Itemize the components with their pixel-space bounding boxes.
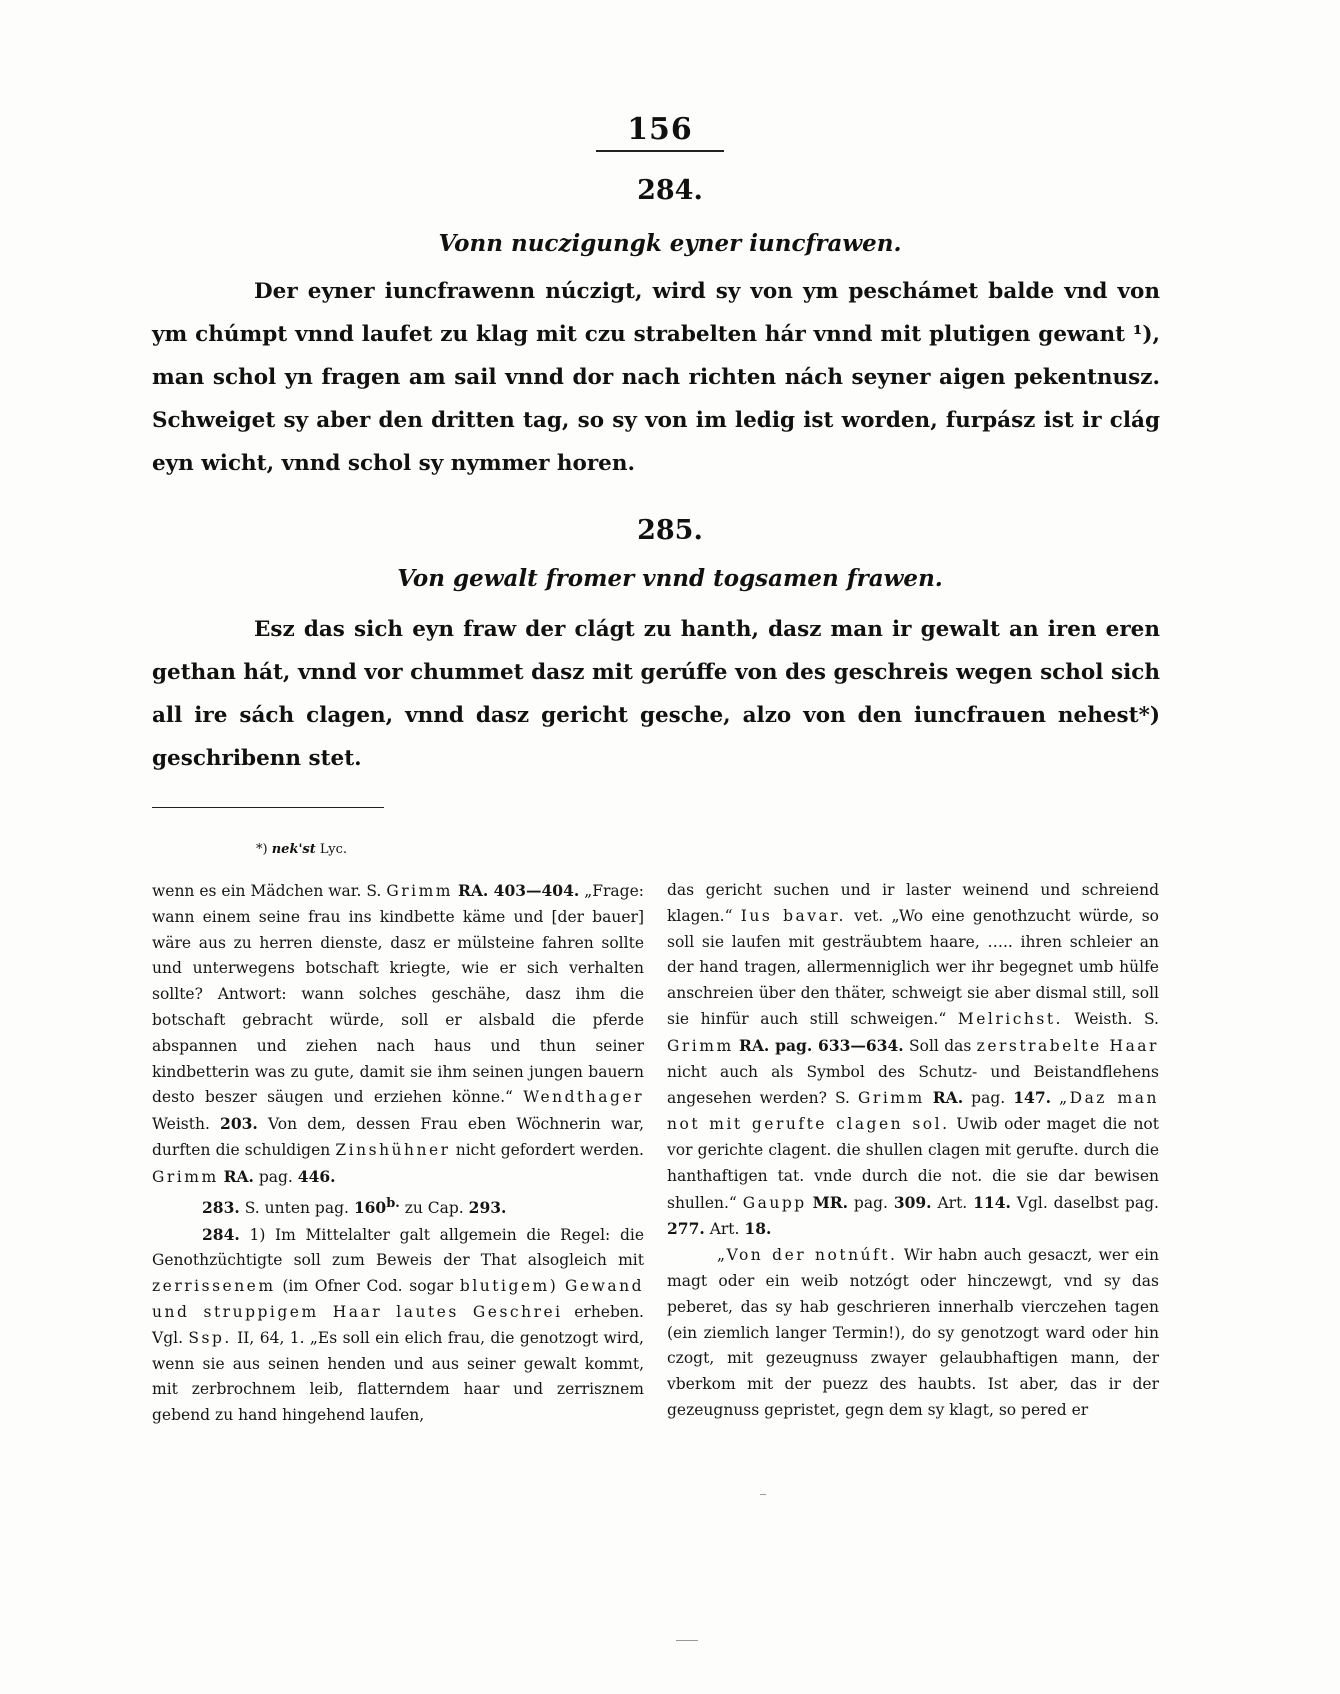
note-ref-author: Gaupp: [742, 1193, 807, 1212]
note-ref-author: Grimm: [667, 1036, 734, 1055]
note-text: Von dem, dessen Frau eben Wöchnerin war, durften die schuldigen: [152, 1115, 644, 1159]
note-number: 446.: [297, 1166, 336, 1186]
note-paragraph: [152, 1191, 644, 1222]
page-number-rule: [596, 150, 724, 152]
note-paragraph: [667, 878, 1159, 1243]
note-text: das gericht suchen und ir laster weinend und schreiend klagen.“: [667, 881, 1159, 925]
note-number: 203.: [220, 1114, 258, 1134]
footnote-star-marker: *): [256, 842, 268, 857]
note-text: vet. „Wo eine genothzucht würde, so soll sie laufen mit gesträubtem haare, ….. ihren schleier an der hand tragen, allermenniglich wer ihr begegnet umb hülfe anschreien über den thäter, schweigt sie aber dismal still, soll sie hinfür auch still schweigen.“: [667, 906, 1160, 1028]
note-spaced: Gewand und struppigem Haar lautes Geschrei: [152, 1277, 644, 1321]
footnote-star-italic: nek'st: [271, 842, 316, 857]
note-paragraph: [667, 1243, 1159, 1424]
note-number: 160: [353, 1197, 387, 1217]
page-number: 156: [627, 112, 693, 147]
section-number-284: 284.: [637, 175, 703, 206]
footnote-star: [256, 842, 347, 857]
note-spaced: Wendthager: [523, 1088, 644, 1107]
note-number: 147.: [1013, 1088, 1052, 1108]
note-superscript: b.: [386, 1195, 400, 1211]
note-text: (im Ofner Cod. sogar: [282, 1277, 454, 1296]
note-ref-author: Grimm: [858, 1089, 925, 1108]
note-paragraph: [152, 878, 644, 1191]
section-body-284: Der eyner iuncfrawenn núczigt, wird sy von ym peschámet balde vnd von ym chúmpt vnnd laufet zu klag mit czu strabelten hár vnnd mit plutigen gewant ¹), man schol yn fragen am sail vnnd dor nach richten nách seyner aigen pekentnusz. Schweiget sy aber den dritten tag, so sy von im ledig ist worden, furpász ist ir clág eyn wicht, vnnd schol sy nymmer horen.: [152, 279, 1160, 476]
note-paragraph: [152, 1222, 644, 1429]
note-text: nicht auch als Symbol des Schutz- und Beistandflehens angesehen werden? S.: [667, 1062, 1159, 1108]
note-spaced: Melrichst.: [957, 1009, 1063, 1028]
note-number: 283.: [202, 1197, 240, 1217]
footnote-rule: [152, 807, 384, 808]
note-spaced: Zinshühner: [335, 1140, 451, 1159]
note-ref: MR.: [812, 1192, 849, 1212]
note-text: Wir habn auch gesaczt, wer ein magt oder ein weib notzógt oder hinczewgt, vnd sy das peberet, das sy hab geschrieren innerhalb vierczehen tagen (ein ziemlich langer Termin!), do sy genotzogt ward oder hin czogt, mit gezeugnuss zwayer gelaubhaftigen mann, der vberkom mit der puezz des haubts. Ist aber, das ir der gezeugnuss gepristet, gegn dem sy klagt, so pered er: [667, 1246, 1160, 1419]
note-text: Uwib oder maget die not vor gerichte clagent. die shullen clagen mit gerufte. durch die hanthaftigen tat. vnde durch die not. die sie dar bewisen shullen.“: [667, 1115, 1159, 1212]
scan-speck: [760, 1494, 766, 1495]
note-text: S. unten pag.: [244, 1198, 349, 1217]
note-number: 18.: [744, 1219, 772, 1239]
note-text: pag.: [258, 1167, 293, 1186]
note-spaced: blutigem): [459, 1277, 559, 1296]
note-text: „Frage: wann einem seine frau ins kindbette käme und [der bauer] wäre aus zu herren dienste, dasz er mülsteine fahren sollte und unterwegens botschaft kriegte, wie er sich verhalten sollte? Antwort: wann solches geschähe, dasz ihm die botschaft gebracht würde, soll er alsbald die pferde abspannen und ziehen nach haus und thun seiner kindbetterin was zu gute, damit sie ihm seinen jungen bauern desto beszer säugen und erziehen könne.“: [152, 882, 644, 1107]
note-number: 277.: [667, 1219, 705, 1239]
note-ref: RA.: [932, 1088, 964, 1108]
note-number: 293.: [468, 1197, 507, 1217]
note-number: 309.: [893, 1192, 932, 1212]
notes-right-column: [667, 878, 1159, 1424]
note-ref: RA. pag. 633—634.: [739, 1035, 904, 1055]
note-ref-author: Grimm: [386, 882, 453, 900]
scan-speck: [676, 1640, 698, 1641]
note-text: Weisth. S.: [1074, 1009, 1159, 1028]
note-spaced: Ius bavar.: [740, 906, 846, 925]
section-title-285: Von gewalt fromer vnnd togsamen frawen.: [397, 565, 943, 592]
note-spaced: „Daz man not mit gerufte clagen sol.: [667, 1089, 1159, 1134]
section-title-284: Vonn nuczigungk eyner iuncfrawen.: [438, 230, 902, 257]
note-spaced: zerrissenem: [152, 1277, 276, 1296]
note-text: Art.: [709, 1220, 740, 1239]
note-text: zu Cap.: [404, 1198, 464, 1217]
note-number: 284.: [202, 1224, 240, 1244]
note-text: wenn es ein Mädchen war. S.: [152, 882, 382, 900]
note-text: nicht gefordert werden.: [455, 1140, 644, 1159]
note-text: 1) Im Mittelalter galt allgemein die Regel: die Genothzüchtigte soll zum Beweis der That alsogleich mit: [152, 1225, 644, 1270]
note-text: Soll das: [909, 1036, 972, 1055]
section-body-285: Esz das sich eyn fraw der clágt zu hanth, dasz man ir gewalt an iren eren gethan hát, vnnd vor chummet dasz mit gerúffe von des geschreis wegen schol sich all ire sách clagen, vnnd dasz gericht gesche, alzo von den iuncfrauen nehest*) geschribenn stet.: [152, 617, 1160, 771]
note-ref-author: Grimm: [152, 1167, 219, 1186]
note-text: erheben. Vgl.: [152, 1302, 644, 1347]
note-spaced: zerstrabelte Haar: [976, 1036, 1159, 1055]
note-spaced: Ssp.: [188, 1328, 232, 1347]
footnote-star-text: Lyc.: [319, 842, 348, 857]
note-ref: RA.: [223, 1166, 254, 1186]
note-ref: RA. 403—404.: [457, 881, 580, 900]
section-number-285: 285.: [637, 515, 703, 546]
note-text: pag.: [853, 1193, 888, 1212]
note-text: II, 64, 1. „Es soll ein elich frau, die genotzogt wird, wenn sie aus seinen henden und aus seiner gewalt kommt, mit zerbrochnem leib, flatterndem haar und zerrisznem gebend zu hand hingehend laufen,: [152, 1328, 644, 1425]
notes-left-column: [152, 878, 644, 1429]
note-text: Vgl. daselbst pag.: [1016, 1193, 1159, 1212]
note-text: pag.: [971, 1089, 1006, 1108]
note-text: Art.: [937, 1193, 968, 1212]
note-number: 114.: [973, 1192, 1011, 1212]
note-spaced: „Von der notnúft.: [717, 1246, 898, 1265]
note-text: Weisth.: [152, 1115, 210, 1134]
